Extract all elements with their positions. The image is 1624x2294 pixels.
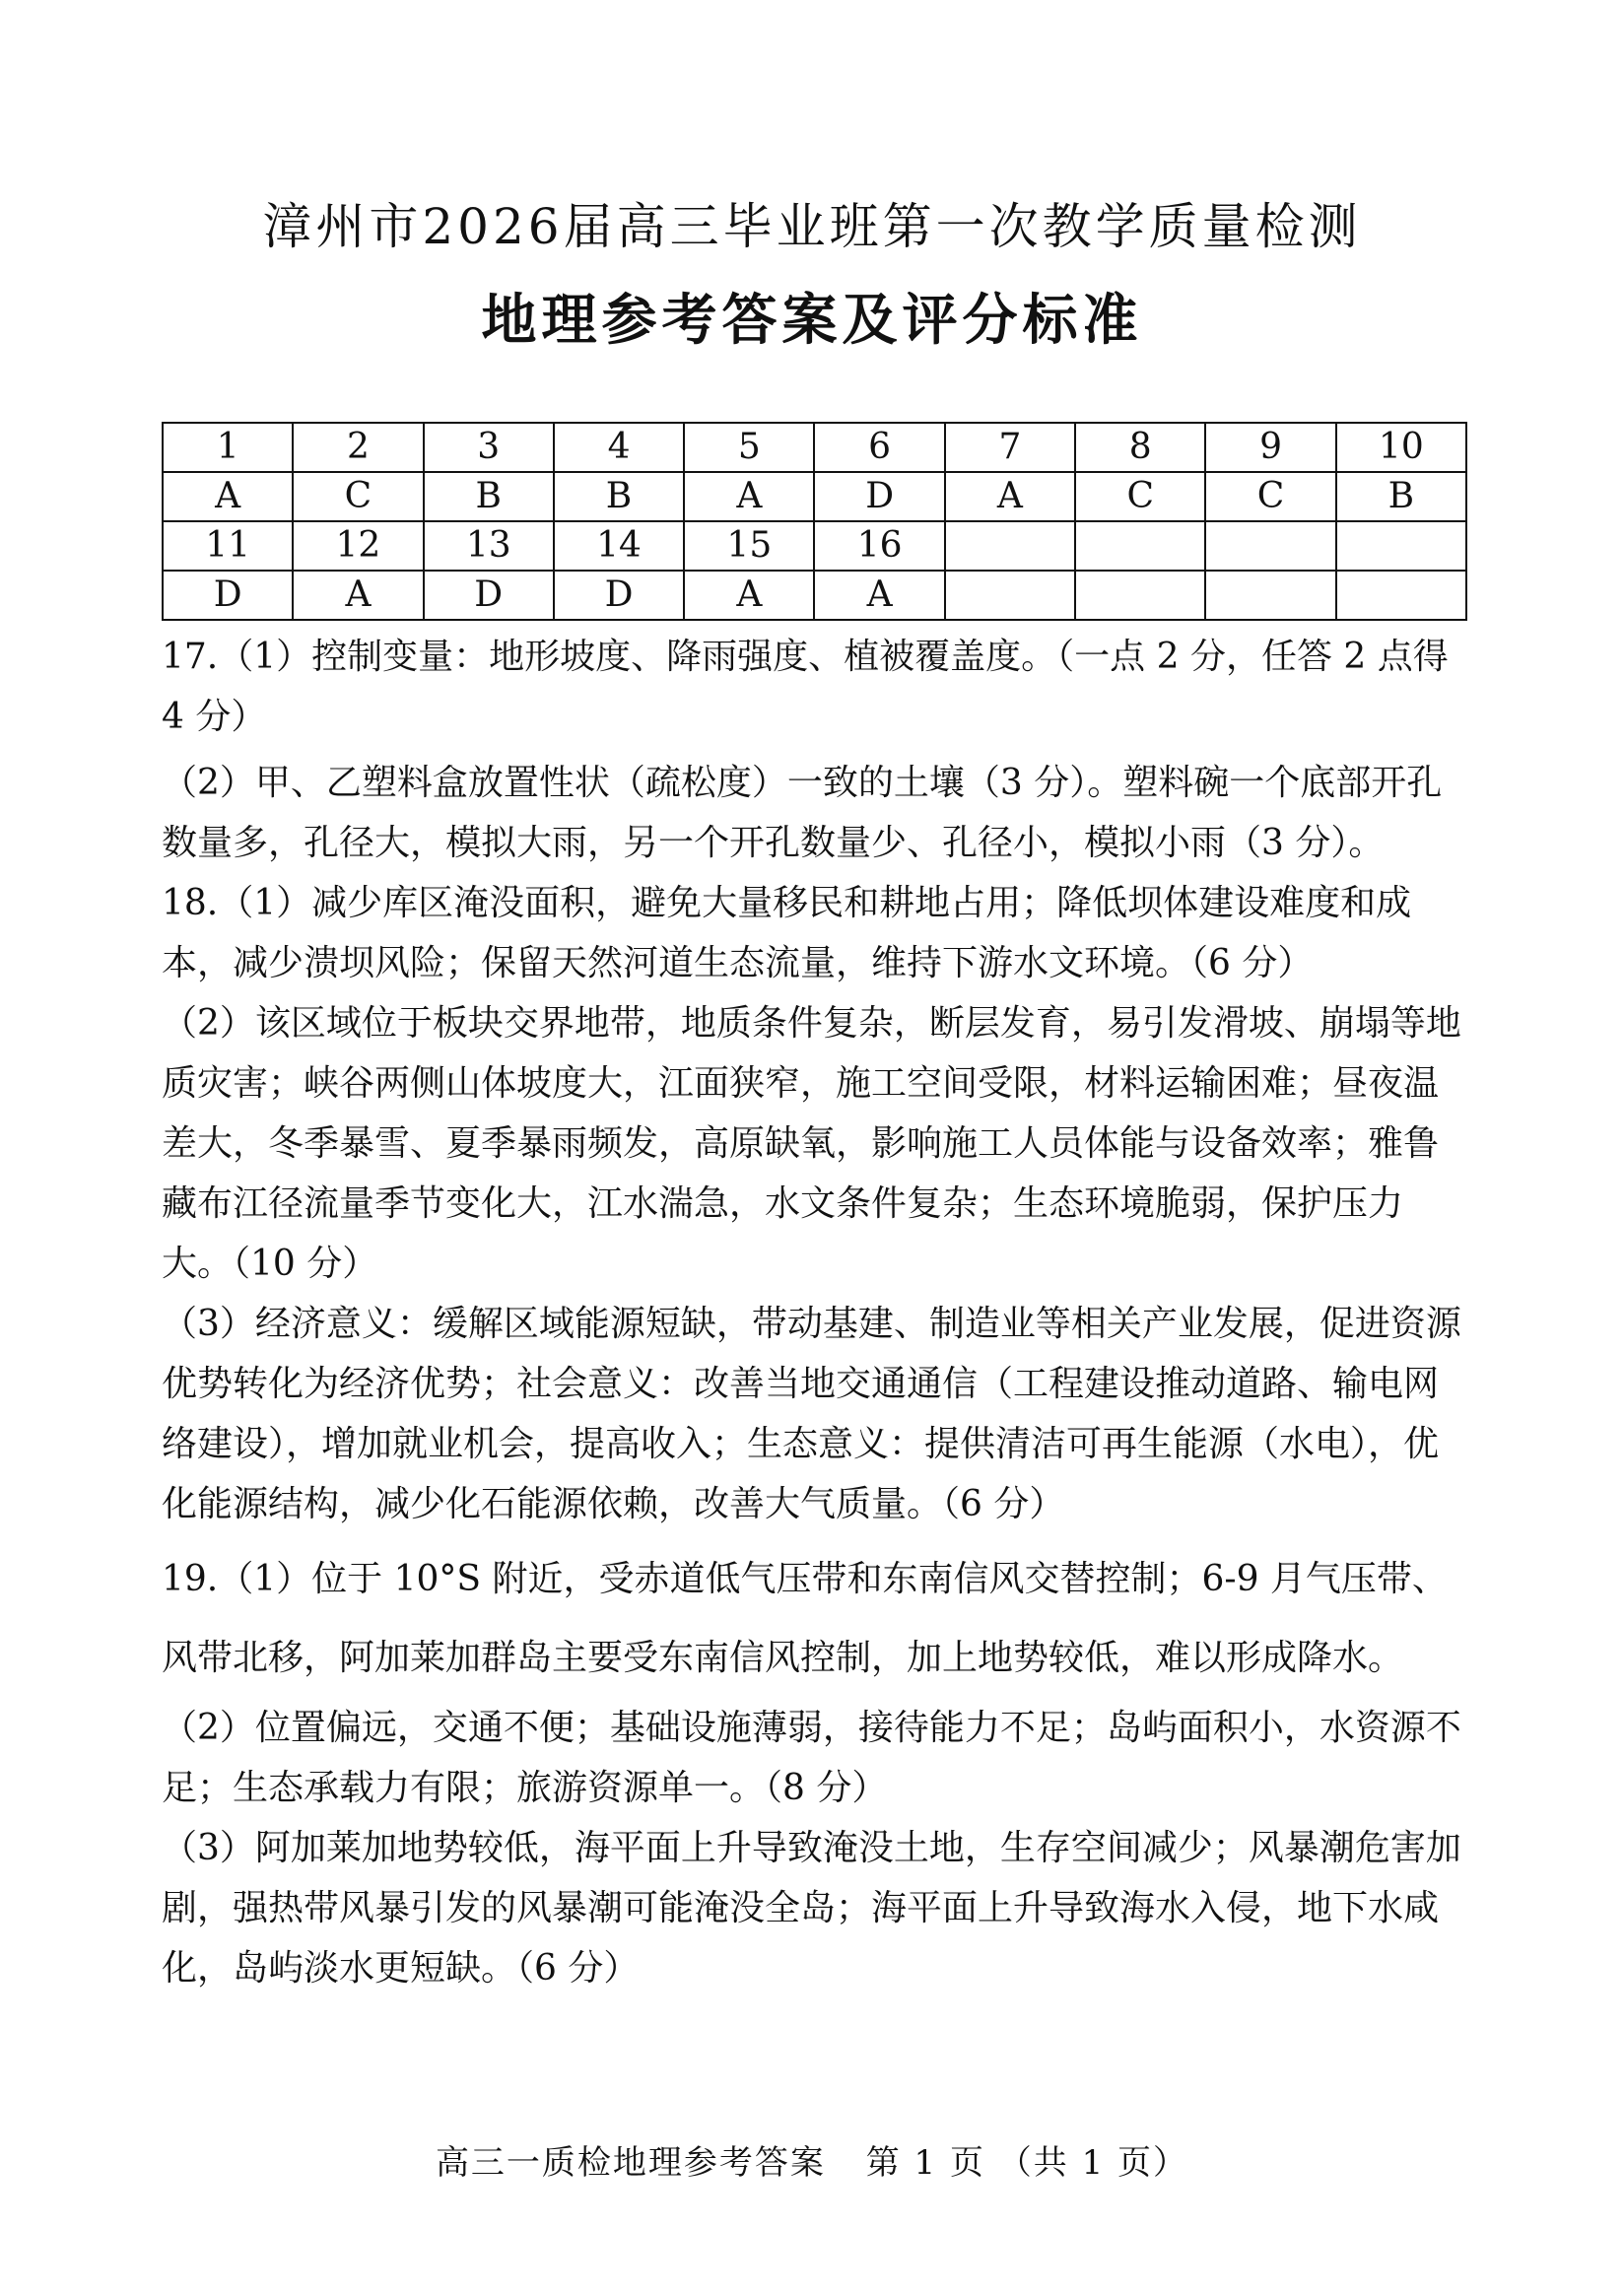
table-cell: [1205, 571, 1335, 620]
answer-q18-part2: （2）该区域位于板块交界地带，地质条件复杂，断层发育，易引发滑坡、崩塌等地质灾害；峡谷两侧山体坡度大，江面狭窄，施工空间受限，材料运输困难；昼夜温差大，冬季暴雪、夏季暴雨频发，高原缺氧，影响施工人员体能与设备效率；雅鲁藏布江径流量季节变化大，江水湍急，水文条件复杂；生态环境脆弱，保护压力大。（10 分）: [162, 1003, 1461, 1284]
answer-q18-part1: 18.（1）减少库区淹没面积，避免大量移民和耕地占用；降低坝体建设难度和成本，减少溃坝风险；保留天然河道生态流量，维持下游水文环境。（6 分）: [162, 883, 1412, 983]
table-cell: D: [424, 571, 554, 620]
answer-q17-part1: 17.（1）控制变量：地形坡度、降雨强度、植被覆盖度。（一点 2 分，任答 2 点得 4 分）: [162, 637, 1449, 737]
table-cell: 2: [293, 423, 423, 472]
table-cell: C: [293, 472, 423, 521]
answer-q18-part3: （3）经济意义：缓解区域能源短缺，带动基建、制造业等相关产业发展，促进资源优势转化为经济优势；社会意义：改善当地交通通信（工程建设推动道路、输电网络建设），增加就业机会，提高收入；生态意义：提供清洁可再生能源（水电），优化能源结构，减少化石能源依赖，改善大气质量。（6 分）: [162, 1304, 1461, 1524]
answer-table-body: [163, 423, 1466, 620]
table-row: [163, 521, 1466, 571]
table-cell: 1: [163, 423, 293, 472]
table-cell: 12: [293, 521, 423, 571]
table-cell: 3: [424, 423, 554, 472]
answer-q19-part2: （2）位置偏远，交通不便；基础设施薄弱，接待能力不足；岛屿面积小，水资源不足；生态承载力有限；旅游资源单一。（8 分）: [162, 1708, 1461, 1808]
table-cell: C: [1205, 472, 1335, 521]
table-cell: A: [684, 571, 814, 620]
table-row: [163, 472, 1466, 521]
table-cell: [1075, 521, 1205, 571]
table-cell: 15: [684, 521, 814, 571]
table-cell: 6: [814, 423, 944, 472]
table-cell: B: [554, 472, 684, 521]
table-cell: [1075, 571, 1205, 620]
table-cell: [1336, 571, 1466, 620]
table-row: [163, 571, 1466, 620]
table-row: [163, 423, 1466, 472]
table-cell: 16: [814, 521, 944, 571]
document-title: 地理参考答案及评分标准: [481, 288, 1143, 353]
table-cell: 8: [1075, 423, 1205, 472]
exam-title: 漳州市2026届高三毕业班第一次教学质量检测: [262, 198, 1362, 255]
table-cell: 4: [554, 423, 684, 472]
answer-q19-part1: 19.（1）位于 10°S 附近，受赤道低气压带和东南信风交替控制；6-9 月气压带、风带北移，阿加莱加群岛主要受东南信风控制，加上地势较低，难以形成降水。: [162, 1559, 1448, 1678]
answer-content: [162, 627, 1462, 1998]
table-cell: 9: [1205, 423, 1335, 472]
footer-page-info: 第 1 页 （共 1 页）: [865, 2143, 1189, 2183]
table-cell: 7: [945, 423, 1075, 472]
table-cell: C: [1075, 472, 1205, 521]
answer-q19-part3: （3）阿加莱加地势较低，海平面上升导致淹没土地，生存空间减少；风暴潮危害加剧，强热带风暴引发的风暴潮可能淹没全岛；海平面上升导致海水入侵，地下水咸化，岛屿淡水更短缺。（6 分）: [162, 1828, 1461, 1989]
table-cell: A: [684, 472, 814, 521]
table-cell: A: [293, 571, 423, 620]
table-cell: B: [1336, 472, 1466, 521]
table-cell: 14: [554, 521, 684, 571]
table-cell: D: [554, 571, 684, 620]
table-cell: 5: [684, 423, 814, 472]
table-cell: A: [814, 571, 944, 620]
table-cell: A: [163, 472, 293, 521]
table-cell: B: [424, 472, 554, 521]
table-cell: A: [945, 472, 1075, 521]
table-cell: [1336, 521, 1466, 571]
table-cell: [945, 521, 1075, 571]
answer-q17-part2: （2）甲、乙塑料盒放置性状（疏松度）一致的土壤（3 分）。塑料碗一个底部开孔数量多，孔径大，模拟大雨，另一个开孔数量少、孔径小，模拟小雨（3 分）。: [162, 763, 1443, 863]
footer-doc-name: 高三一质检地理参考答案: [435, 2143, 826, 2183]
table-cell: 10: [1336, 423, 1466, 472]
table-cell: [945, 571, 1075, 620]
page-footer: [0, 2138, 1624, 2188]
table-cell: D: [814, 472, 944, 521]
table-cell: 13: [424, 521, 554, 571]
table-cell: D: [163, 571, 293, 620]
table-cell: 11: [163, 521, 293, 571]
table-cell: [1205, 521, 1335, 571]
answer-table: [162, 422, 1467, 621]
